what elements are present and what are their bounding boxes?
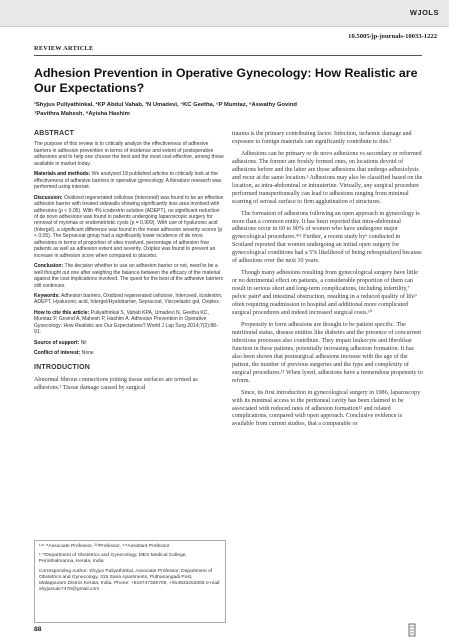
abstract-citation: [34, 310, 224, 336]
body-paragraph: Since, its first introduction in gynecological surgery in 1986, laparoscopy with its minimal access to the peritoneal cavity has been claimed to be associated with reduced rates of adhesion formation¹² and related complications, compared with open approach. Conclusive evidence is available from current studies, that a comparable or: [232, 389, 421, 428]
left-column: [34, 131, 224, 396]
author-line: ¹Shyjus Puliyathinkal, ²KP Abdul Vahab, ³N Umadevi, ⁴KC Geetha, ⁵P Mumtaz, ⁶Aswathy Govind: [34, 102, 297, 108]
journal-name: WJOLS: [409, 8, 439, 17]
introduction-section: [34, 364, 224, 393]
author-line: ⁷Pavithra Mahesh, ⁸Ayisha Hashim: [34, 111, 130, 117]
cite-text: Puliyathinkal S, Vahab KPA, Umadevi N, Geetha KC, Mumtaz P, Govind A, Mahesh P, Hashim A. Adhesion Prevention in Operative Gynecology: How Realistic are Our Expectations? World J Lap Surg 2014;7(2):88-91.: [34, 309, 218, 336]
abstract-support: [34, 340, 224, 346]
affiliations-box: [34, 540, 226, 623]
article-title: Adhesion Prevention in Operative Gynecology: How Realistic are Our Expectations?: [34, 66, 418, 95]
abstract: [34, 131, 224, 357]
discussion-text: Oxidized regenerated cellulose (Interceed) was found to be an effective adhesion barrier with treated sidewalls showing significantly less area involved with adhesions (p < 0.05). With 4% icodextrin solution (ADEPT), no significant reduction of de novo adhesions was found in patients undergoing laparoscopic surgery for removal of myomas or endometriotic cysts (p = 0.909). With use of hyaluronic acid (Intergel), a significant difference was found in the mean adhesion severity scores (p < 0.05). The Sepracoat group had a significantly lower incidence of de novo adhesions in terms of proportion of sites involved, percentage of adhesion free patients as well as adhesion extent and severity. Oxiplex was found to prevent an increase in adhesion score when compared to placebo.: [34, 194, 224, 259]
header-divider: [34, 55, 422, 56]
right-column: [232, 131, 423, 433]
keywords-text: Adhesion barriers, Oxidized regenerated cellulose, Interceed, Icodextrin, ADEPT, Hyaluronic acid, Intergel/Hyalobarrier, Sepracoat, Viscoelastic gel, Oxiplex.: [34, 292, 223, 306]
abstract-heading: ABSTRACT: [34, 130, 75, 137]
body-paragraph: Adhesions can be primary or de novo adhesions vs secondary or reformed adhesions. The former are freshly formed ones, on locations devoid of adhesions before and the latter are those adhesions that undergo adhesiolysis and recur at the same location.³ Adhesions may also be classified based on the location, as intra-abdominal or intrauterine. Virtually, any surgical procedure performed transperitoneally can lead to adhesions ranging from minimal scarring of serosal surface to firm agglutination of structures.: [232, 150, 423, 205]
affiliation-department: ¹⁻⁸Department of Obstetrics and Gynecology, MES Medical College, Perinthalmanna, Kerala, India: [39, 553, 187, 565]
conclusion-label: Conclusion:: [34, 263, 64, 270]
introduction-heading: INTRODUCTION: [34, 363, 91, 371]
body-paragraph: The formation of adhesions following an open approach in gynecology is more than a common entity. It has been reported that intra-abdominal adhesions occur in 60 to 90% of women who have undergone major gynecological procedures.⁴ʴ⁵ Further, a recent study by⁶ conducted in Scotland reported that women undergoing an initial open surgery for gynecological conditions had a 5% likelihood of being rehospitalized because of adhesions over the next 10 years.: [232, 210, 422, 265]
abstract-conclusion: [34, 263, 224, 289]
article-type: REVIEW ARTICLE: [34, 45, 94, 52]
author-list: [34, 101, 424, 119]
publisher-logo-icon: [402, 623, 422, 637]
body-paragraph: Though many adhesions resulting from gynecological surgery have little or no detrimental effect on patients, a considerable proportion of them can result in serious short and long-term complications, including infertility,⁷ pelvic pain⁸ and intestinal obstruction, resulting in a reduced quality of life⁹ often requiring readmission to hospital and additional more complicated surgical procedures and indeed increased surgical costs.¹⁰: [232, 270, 418, 317]
methods-label: Materials and methods:: [34, 171, 91, 178]
discussion-label: Discussion:: [34, 194, 63, 201]
introduction-text: Abnormal fibrous connections joining tissue surfaces are termed as adhesions.¹ Tissue damage caused by surgical: [34, 376, 198, 391]
affiliation-positions: ¹ʴ⁶⁻⁸Associate Professor, ²ʴ³Professor, ⁴ʴ⁵Assistant Professor: [39, 544, 170, 549]
conflict-label: Conflict of interest:: [34, 350, 81, 357]
doi[interactable]: 10.5005/jp-journals-10033-1222: [348, 33, 437, 40]
page-number: 88: [34, 626, 42, 633]
support-label: Source of support:: [34, 339, 80, 346]
methods-text: We analyzed 18 published articles to critically look at the effectiveness of adhesive barriers in operative gynecology. A literature research was performed using internet.: [34, 171, 222, 191]
body-paragraph: trauma is the primary contributing factor. Infection, ischemic damage and exposure to foreign materials can significantly contribute to this.²: [232, 131, 412, 145]
corresponding-author: Corresponding Author: Shyjus Puliyathinkal, Associate Professor, Department of Obstetrics and Gynecology, 315 Sana Apartments, Puthanangadi Post, Malappuram District Kerala, India, Phone: +919747355709, +914933253305 e-mail: shyjusnair7478@gmail.com: [39, 568, 221, 593]
conflict-text: None: [81, 350, 94, 357]
body-paragraph: Propensity to form adhesions are thought to be patient specific. The nutritional status, disease entities like diabetes and the presence of concurrent infectious processes also contribute. They impair leukocyte and fibroblast function in these patients, potentially increasing adhesion formation. It has also been shown that postsurgical adhesions increase with the age of the patient, the number of previous surgeries and the type and complexity of surgical procedures.¹¹ When lysed, adhesions have a tremendous propensity to reform.: [232, 321, 423, 384]
abstract-conflict: [34, 350, 224, 356]
abstract-keywords: [34, 293, 224, 306]
support-text: Nil: [80, 339, 87, 346]
conclusion-text: The decision whether to use an adhesion barrier or not, need to be a well thought out one after weighing the balance between the efficacy of the material against the cost implications involved. The quest for the best of the adhesive barriers still continues.: [34, 263, 223, 289]
abstract-intro: The purpose of this review is to critically analyze the effectiveness of adhesive barriers in adhesion prevention in terms of incidence and extent of postoperative adhesions and to help one choose the best and the most cost-effective, among those available in market today.: [34, 141, 224, 167]
keywords-label: Keywords:: [34, 292, 60, 299]
abstract-methods: [34, 171, 224, 190]
journal-header-band: [0, 0, 449, 27]
cite-label: How to cite this article:: [34, 309, 90, 316]
abstract-discussion: [34, 195, 224, 260]
